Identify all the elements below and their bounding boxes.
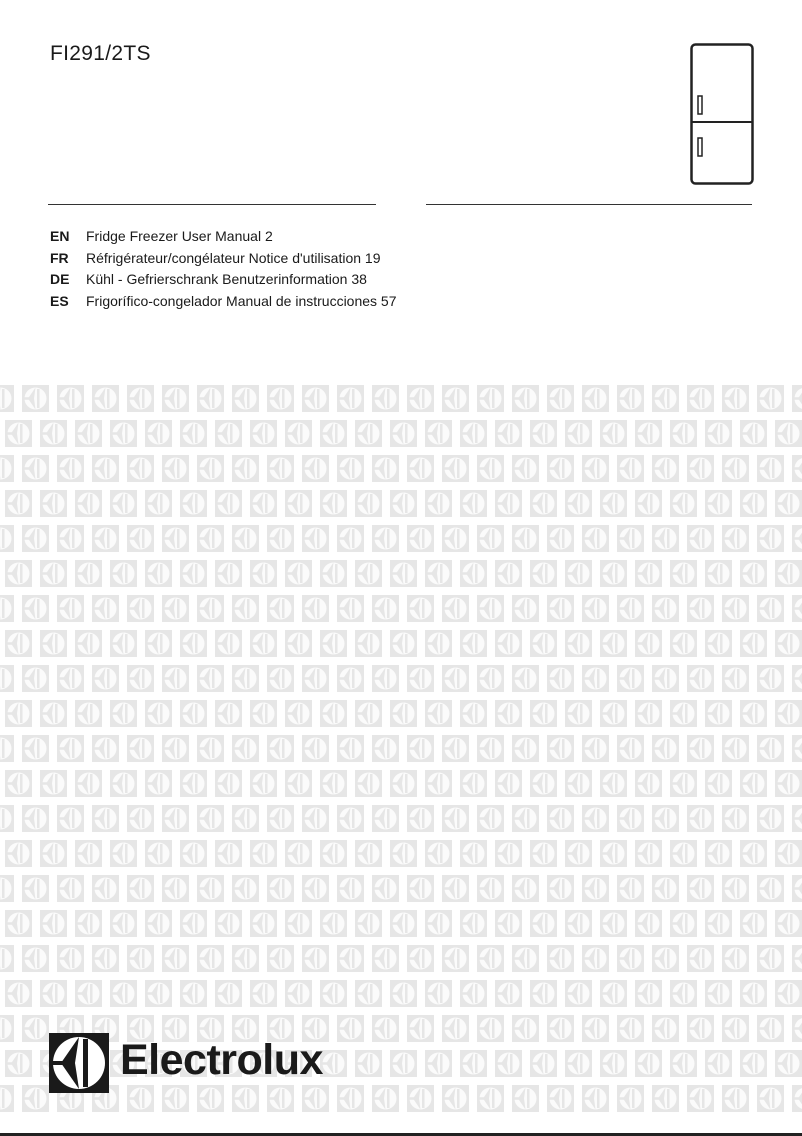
language-entry-es[interactable]: ES Frigorífico-congelador Manual de instrucciones 57: [50, 292, 397, 309]
brand-wordmark: Electrolux: [120, 1036, 323, 1084]
language-index: [50, 226, 397, 312]
fridge-freezer-icon: [690, 43, 754, 186]
language-entry-de[interactable]: DE Kühl - Gefrierschrank Benutzerinformation 38: [50, 271, 367, 287]
electrolux-logo-icon: [49, 1033, 109, 1093]
language-entry-fr[interactable]: FR Réfrigérateur/congélateur Notice d'utilisation 19: [50, 249, 381, 266]
divider-left: [48, 204, 376, 205]
language-entry-en[interactable]: EN Fridge Freezer User Manual 2: [50, 228, 273, 244]
divider-right: [426, 204, 752, 205]
model-number: FI291/2TS: [50, 42, 151, 65]
electrolux-logo-pattern: [0, 385, 802, 1120]
